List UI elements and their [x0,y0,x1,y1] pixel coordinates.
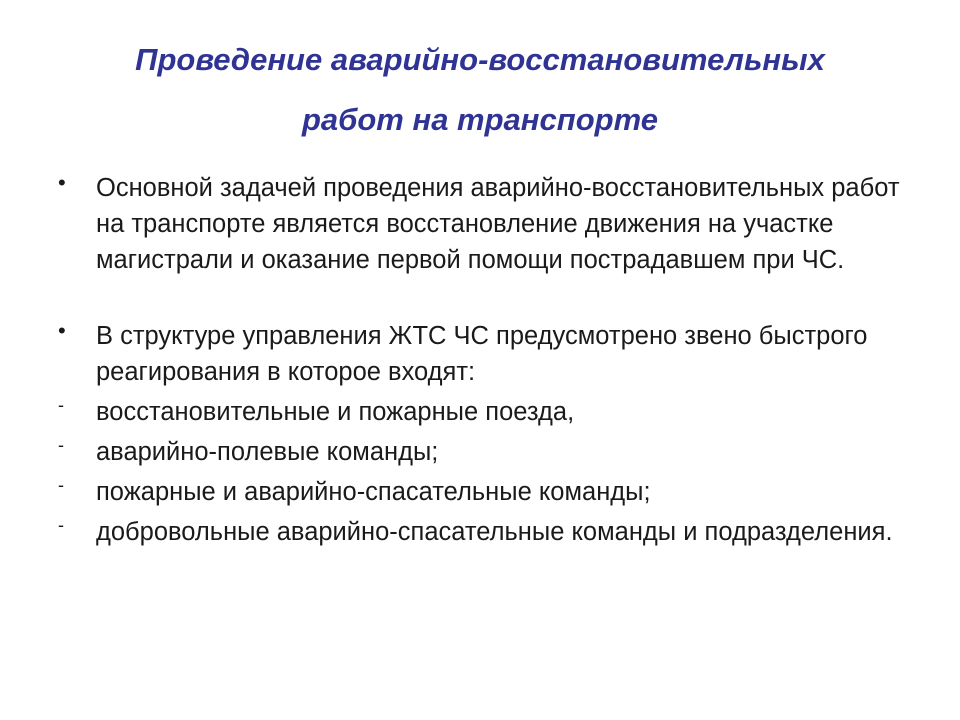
bullet-item [56,170,916,278]
dash-text: аварийно-полевые команды; [96,438,439,466]
dash-item [56,514,916,550]
dash-marker: - [58,435,64,455]
dash-text: пожарные и аварийно-спасательные команды; [96,478,651,506]
bullet-item [56,318,916,390]
slide-body [56,170,916,550]
title-line-2: работ на транспорте [302,102,658,137]
dash-text: восстановительные и пожарные поезда, [96,398,575,426]
dash-text: добровольные аварийно-спасательные команды и подразделения. [96,518,893,546]
bullet-marker: • [58,170,66,195]
slide-title [0,30,960,150]
dash-item [56,434,916,470]
dash-marker: - [58,475,64,495]
dash-marker: - [58,395,64,415]
bullet-text: В структуре управления ЖТС ЧС предусмотрено звено быстрого реагирования в которое входят: [96,322,868,386]
bullet-marker: • [58,318,66,343]
title-line-1: Проведение аварийно-восстановительных [135,42,825,77]
dash-marker: - [58,515,64,535]
dash-item [56,394,916,430]
bullet-text: Основной задачей проведения аварийно-восстановительных работ на транспорте является восстановление движения на участке магистрали и оказание первой помощи пострадавшем при ЧС. [96,174,900,274]
dash-item [56,474,916,510]
